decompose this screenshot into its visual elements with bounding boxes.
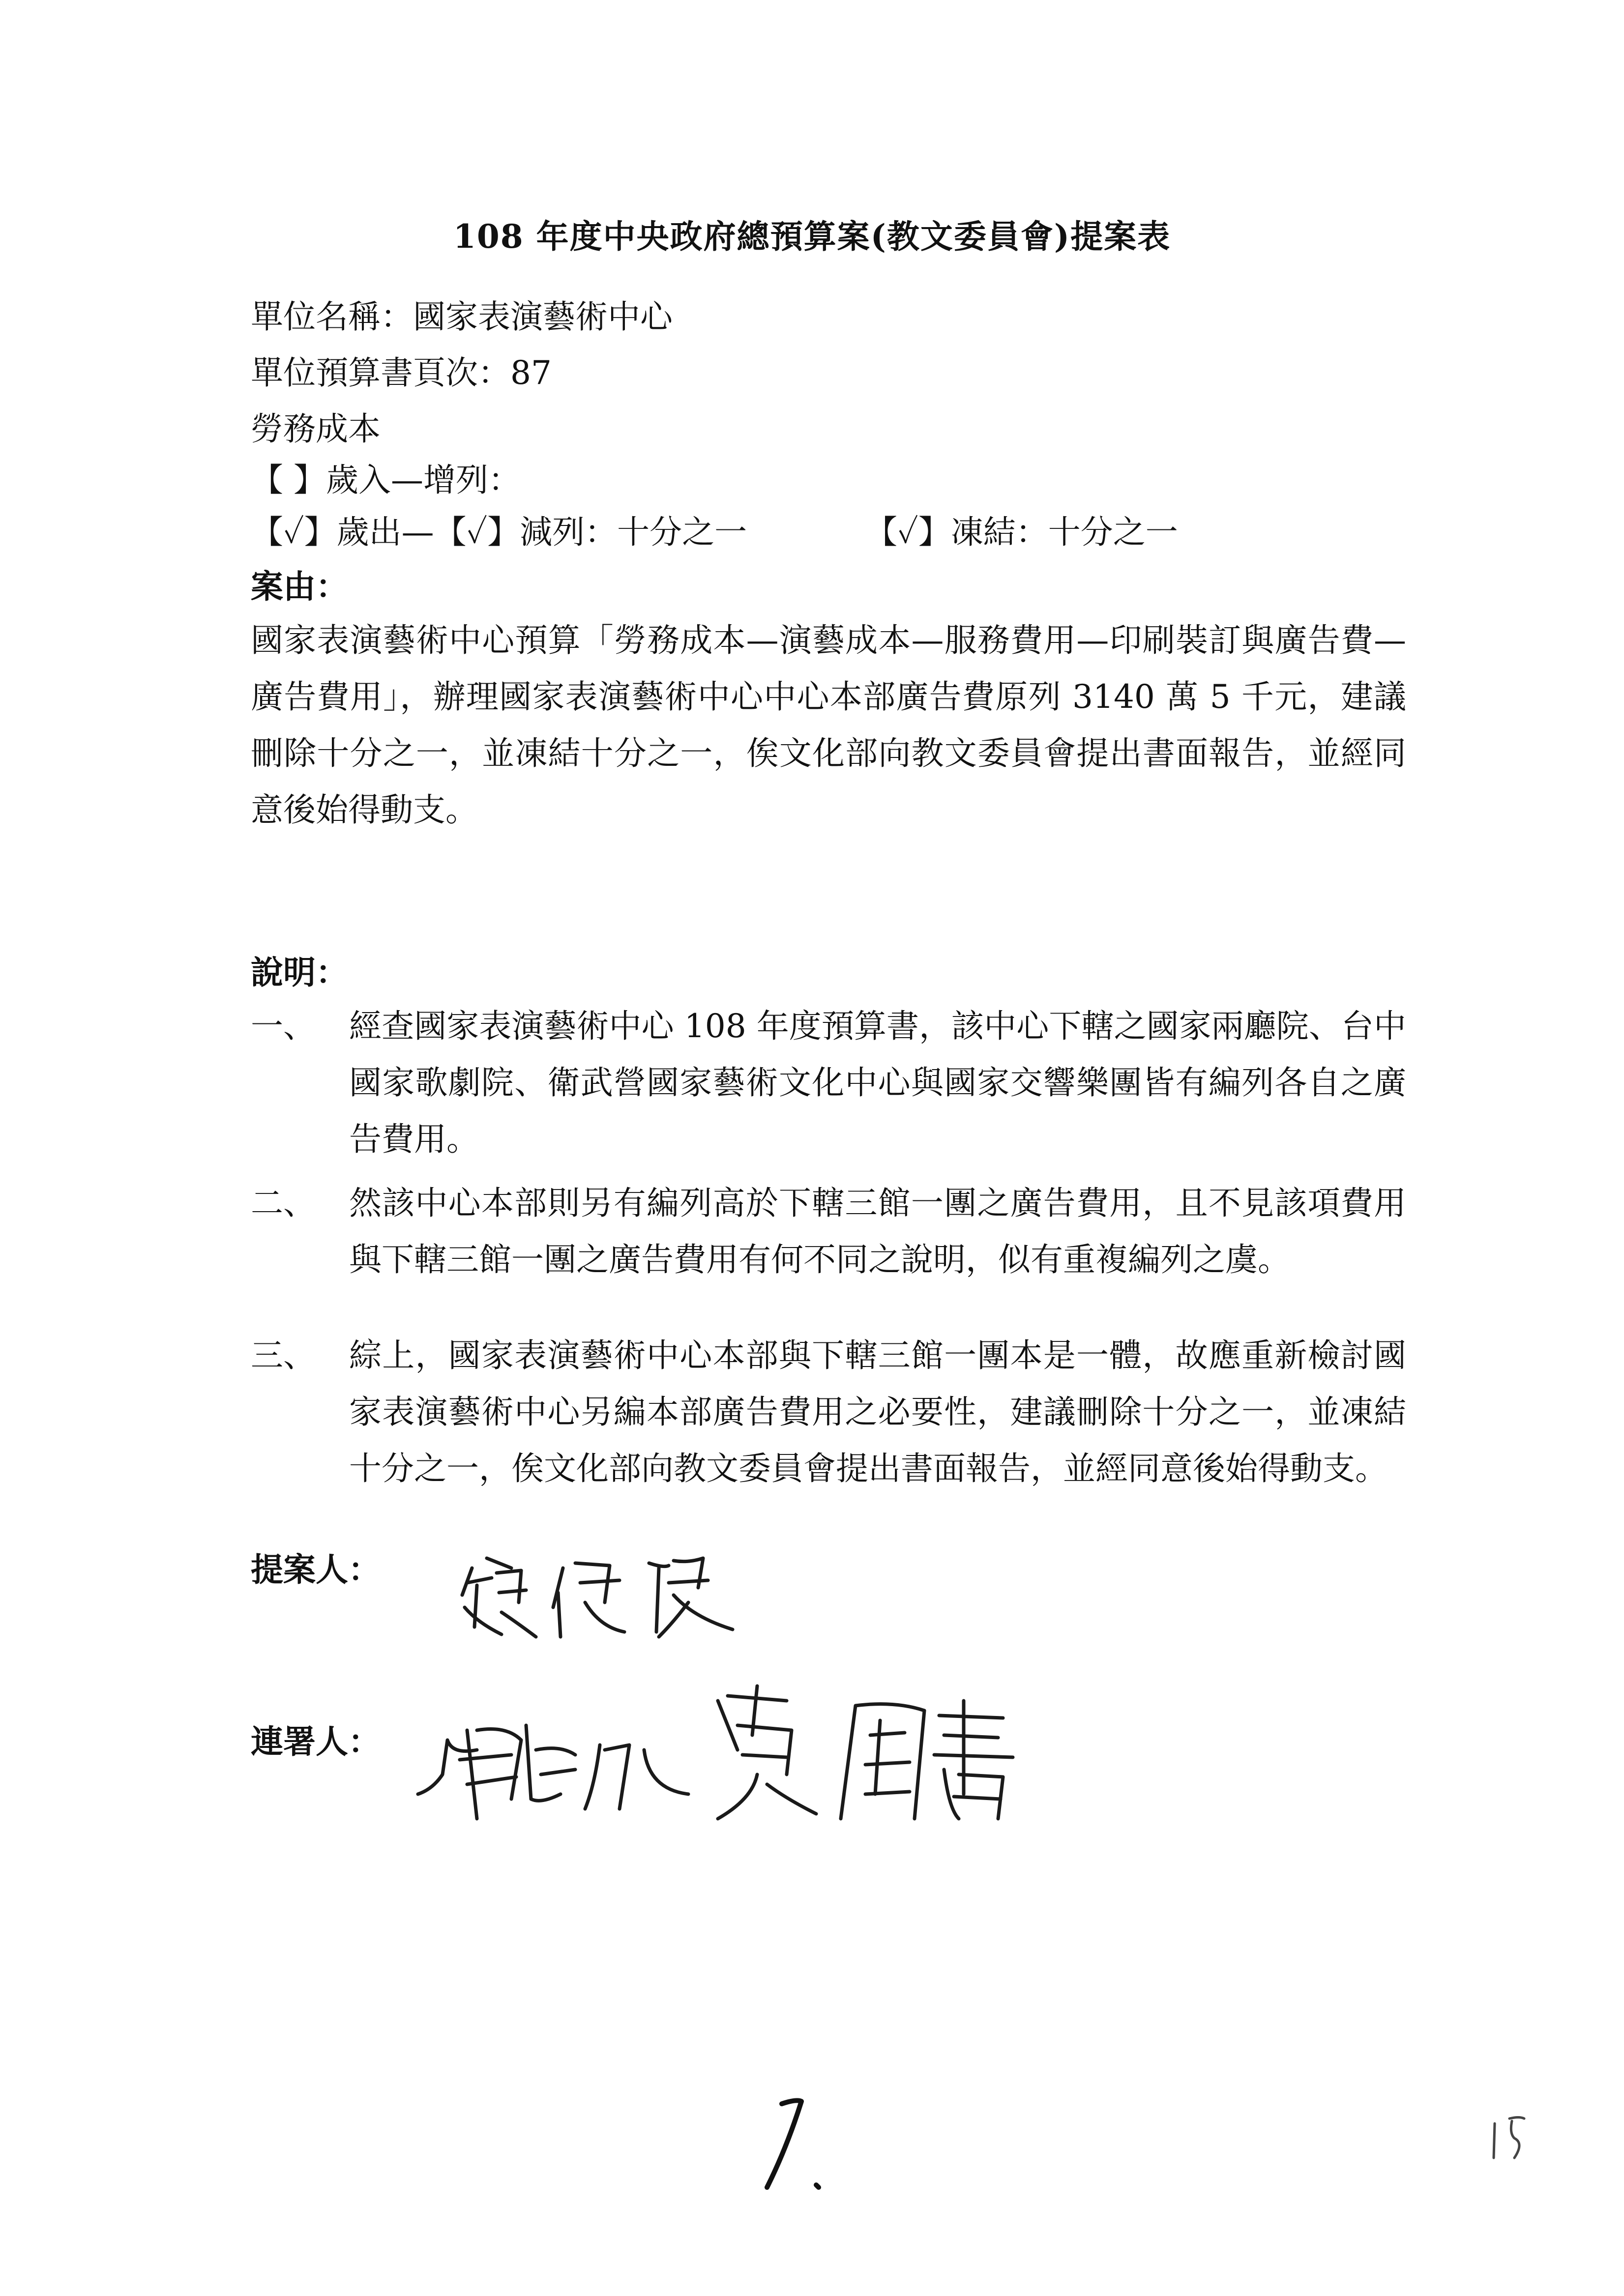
item-text: 綜上，國家表演藝術中心本部與下轄三館一團本是一體，故應重新檢討國家表演藝術中心另編本部廣告費用之必要性，建議刪除十分之一，並凍結十分之一，俟文化部向教文委員會提出書面報告，並經同意後始得動支。: [349, 1337, 1406, 1487]
explanation-item-3: [251, 1327, 1406, 1497]
proposer-label: 提案人：: [251, 1550, 381, 1589]
item-number: 三、: [251, 1337, 316, 1374]
proposer-signature: [457, 1548, 752, 1647]
document-title: 108 年度中央政府總預算案(教文委員會)提案表: [453, 217, 1171, 256]
unit-name: 單位名稱：國家表演藝術中心: [251, 298, 673, 336]
explanation-item-1: [251, 998, 1406, 1167]
item-text: 經查國家表演藝術中心 108 年度預算書，該中心下轄之國家兩廳院、台中國家歌劇院、衛武營國家藝術文化中心與國家交響樂團皆有編列各自之廣告費用。: [349, 1007, 1406, 1158]
handwritten-page-mark: [742, 2089, 851, 2197]
revenue-line: 【 】歲入—增列：: [251, 461, 521, 499]
corner-mark: [1485, 2109, 1534, 2168]
reason-heading: 案由：: [251, 567, 348, 606]
reason-text: 國家表演藝術中心預算「勞務成本—演藝成本—服務費用—印刷裝訂與廣告費—廣告費用」，辦理國家表演藝術中心中心本部廣告費原列 3140 萬 5 千元，建議刪除十分之一，並凍結十分之一，俟文化部向教文委員會提出書面報告，並經同意後始得動支。: [251, 621, 1406, 829]
explanation-heading: 說明：: [251, 953, 348, 991]
cosigner-signature: [413, 1671, 1131, 1833]
item-number: 一、: [251, 1007, 316, 1045]
expenditure-reduction: 【✓】歲出—【✓】減列：十分之一: [251, 513, 747, 551]
item-number: 二、: [251, 1184, 316, 1222]
cosigner-label: 連署人：: [251, 1722, 381, 1761]
explanation-item-2: [251, 1175, 1406, 1288]
budget-page-number: 單位預算書頁次：87: [251, 354, 552, 392]
expenditure-freeze: 【✓】凍結：十分之一: [865, 513, 1178, 551]
item-text: 然該中心本部則另有編列高於下轄三館一團之廣告費用，且不見該項費用與下轄三館一團之廣告費用有何不同之說明，似有重複編列之虞。: [349, 1184, 1406, 1279]
budget-category: 勞務成本: [251, 410, 381, 448]
expenditure-line: [251, 513, 1178, 551]
